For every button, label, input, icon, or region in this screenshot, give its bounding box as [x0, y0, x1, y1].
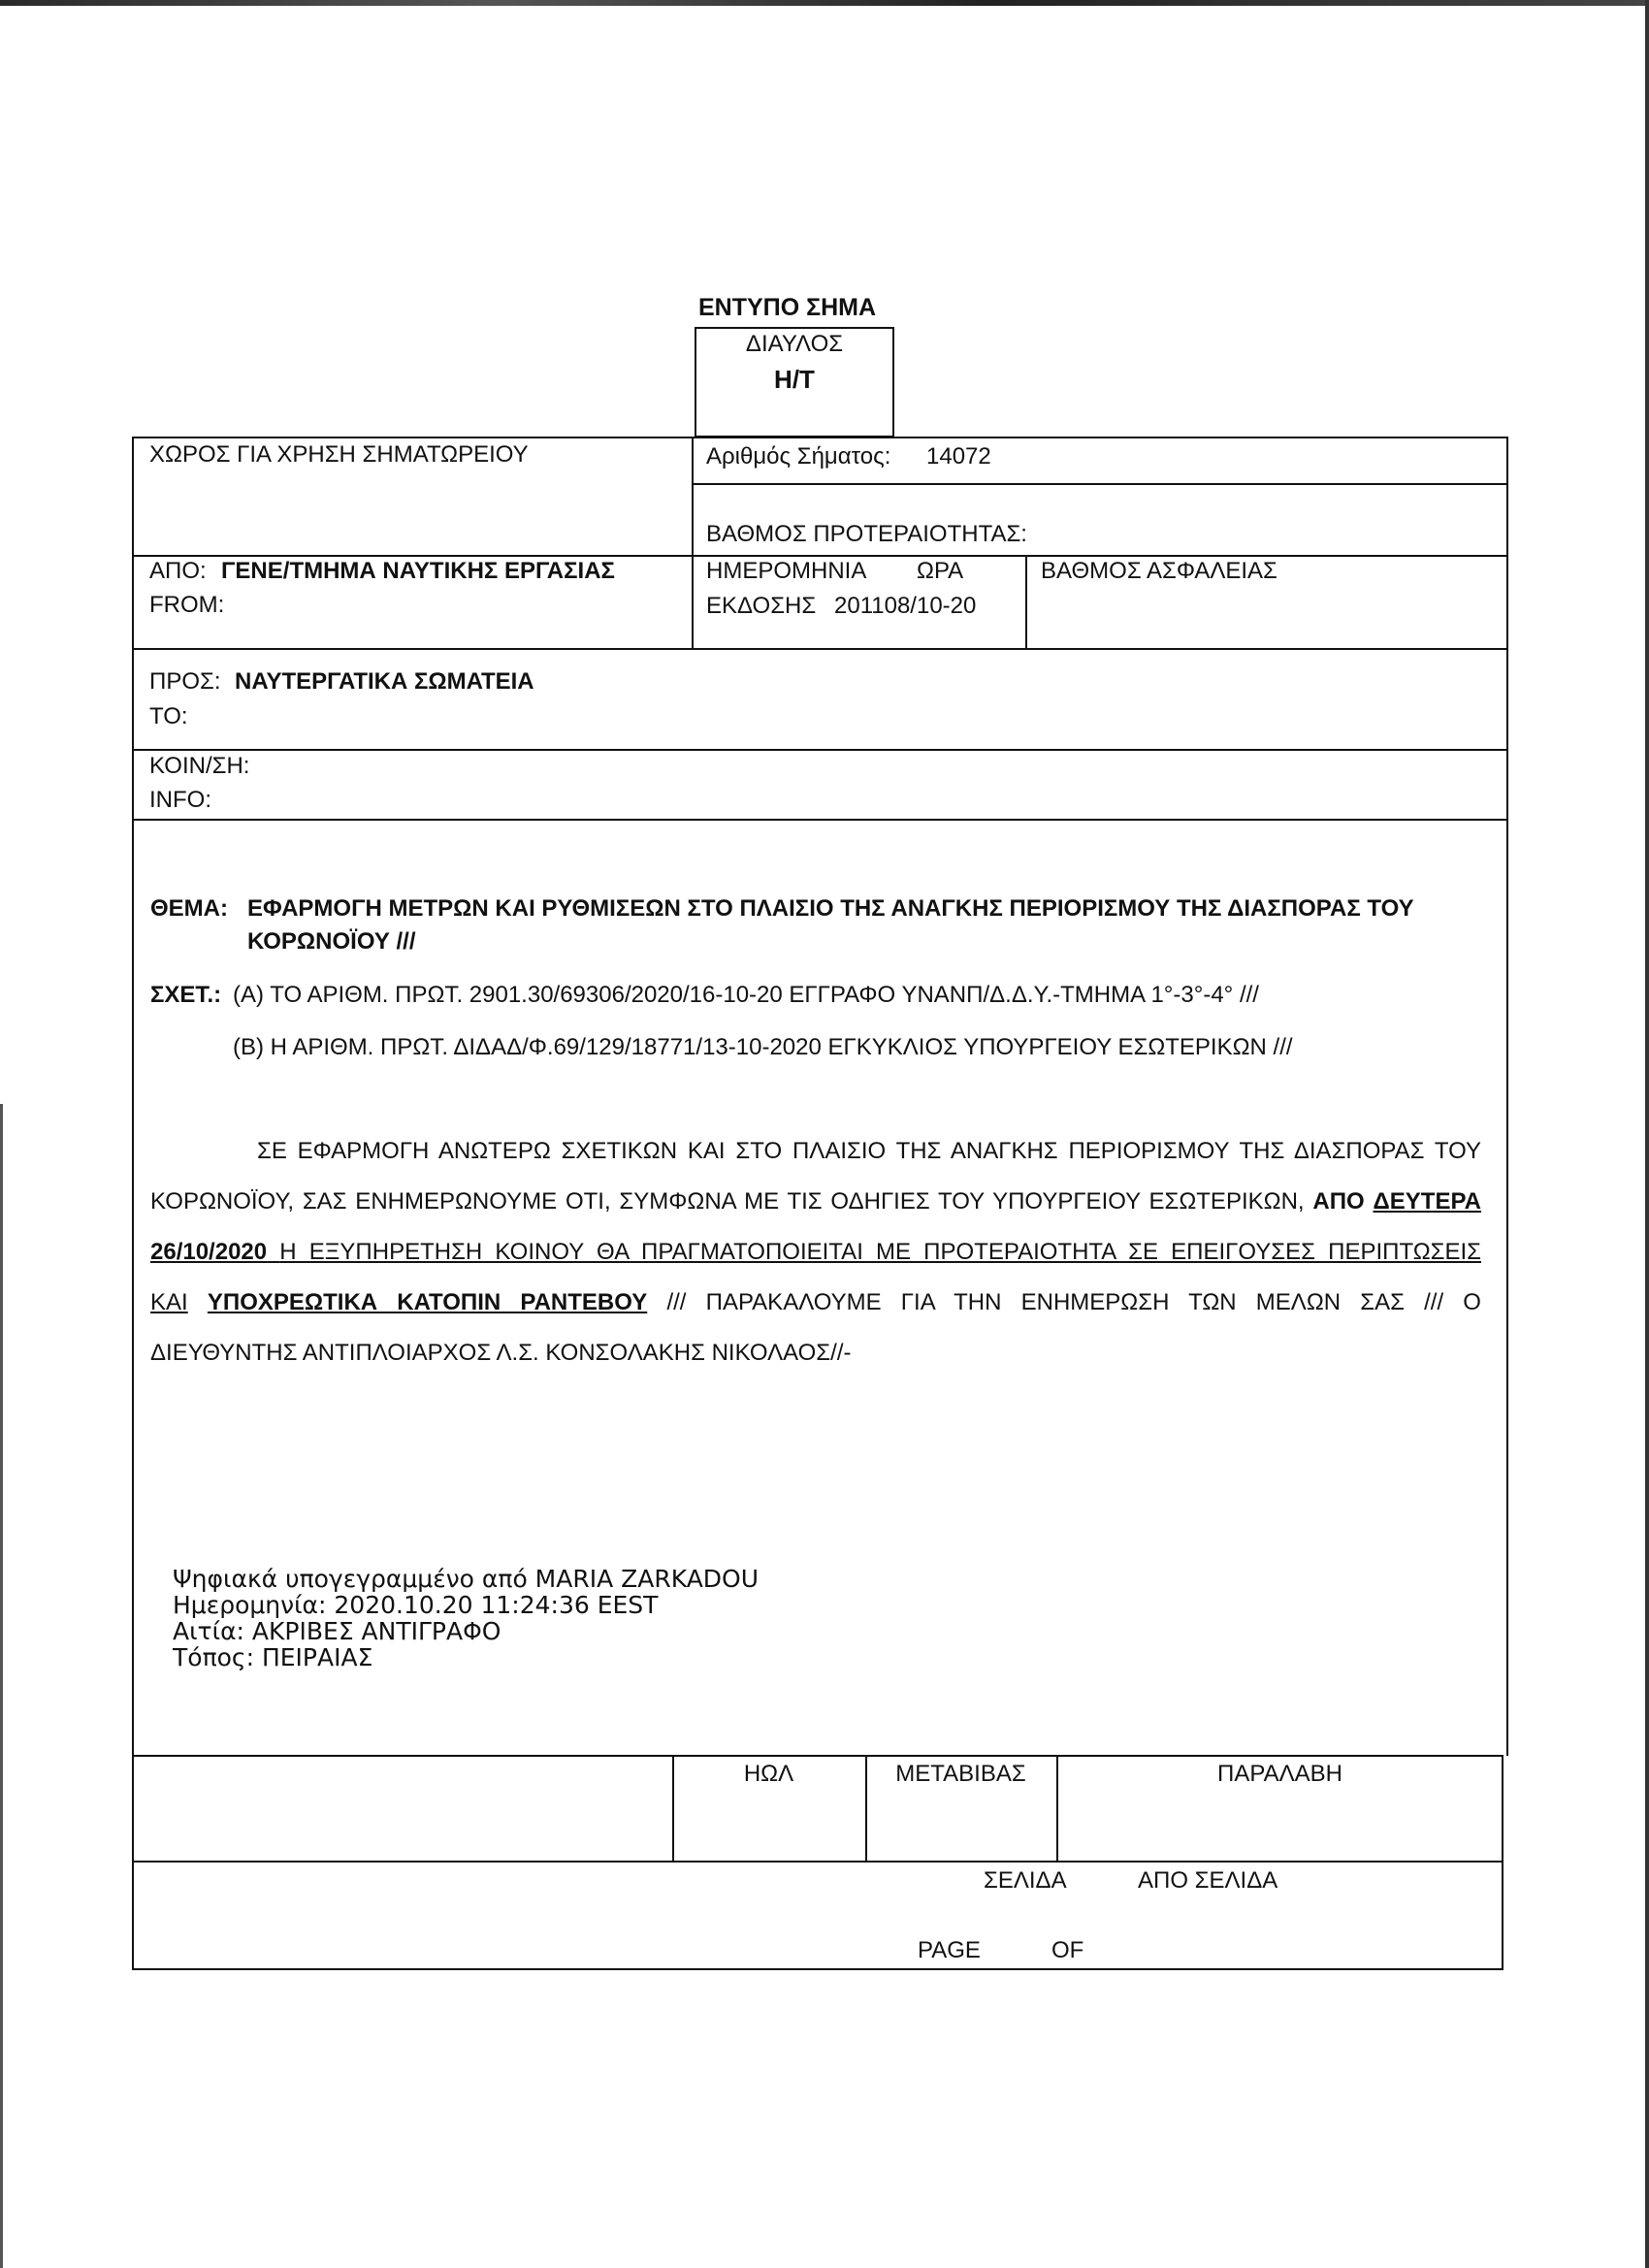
body-line-4-text: /// ΠΑΡΑΚΑΛΟΥΜΕ ΓΙΑ ΤΗΝ ΕΝΗΜΕΡΩΣΗ ΤΩΝ ΜΕΛΩΝ ΣΑΣ /// Ο: [666, 1289, 1481, 1315]
footer-hol-label: ΗΩΛ: [743, 1761, 794, 1787]
scan-edge-right: [1645, 0, 1649, 2268]
body-line-3-text: Η ΕΞΥΠΗΡΕΤΗΣΗ ΚΟΙΝΟΥ ΘΑ ΠΡΑΓΜΑΤΟΠΟΙΕΙΤΑΙ ΜΕ ΠΡΟΤΕΡΑΙΟΤΗΤΑ ΣΕ ΕΠΕΙΓΟΥΣΕΣ ΠΕΡΙΠΤΩΣΕΙΣ: [279, 1239, 1481, 1265]
signature-location: Τόπος: ΠΕΙΡΑΙΑΣ: [173, 1643, 373, 1671]
reference-b: (Β) Η ΑΡΙΘΜ. ΠΡΩΤ. ΔΙΔΑΔ/Φ.69/129/18771/13-10-2020 ΕΓΚΥΚΛΙΟΣ ΥΠΟΥΡΓΕΙΟΥ ΕΣΩΤΕΡΙΚΩΝ ///: [233, 1034, 1293, 1060]
scan-edge-left: [0, 1104, 3, 2268]
time-label: ΩΡΑ: [917, 558, 964, 584]
body-frame-right: [1506, 820, 1508, 1756]
signal-number-value: 14072: [926, 443, 991, 470]
from-value: ΓΕΝΕ/ΤΜΗΜΑ ΝΑΥΤΙΚΗΣ ΕΡΓΑΣΙΑΣ: [221, 558, 615, 584]
signal-room-label: ΧΩΡΟΣ ΓΙΑ ΧΡΗΣΗ ΣΗΜΑΤΩΡΕΙΟΥ: [149, 441, 529, 468]
body-line-2-from: ΑΠΟ: [1312, 1188, 1365, 1215]
body-line-4-appointment: ΥΠΟΧΡΕΩΤΙΚΑ ΚΑΤΟΠΙΝ ΡΑΝΤΕΒΟΥ: [207, 1289, 648, 1315]
header-divider-info: [132, 749, 1508, 751]
security-label: ΒΑΘΜΟΣ ΑΣΦΑΛΕΙΑΣ: [1041, 558, 1277, 584]
body-line-2-monday: ΔΕΥΤΕΡΑ: [1373, 1188, 1482, 1215]
info-label: ΚΟΙΝ/ΣΗ:: [149, 753, 250, 779]
to-value: ΝΑΥΤΕΡΓΑΤΙΚΑ ΣΩΜΑΤΕΙΑ: [235, 668, 534, 695]
header-divider-vertical: [692, 437, 694, 650]
body-line-2-text: ΚΟΡΩΝΟΪΟΥ, ΣΑΣ ΕΝΗΜΕΡΩΝΟΥΜΕ ΟΤΙ, ΣΥΜΦΩΝΑ ΜΕ ΤΙΣ ΟΔΗΓΙΕΣ ΤΟΥ ΥΠΟΥΡΓΕΙΟΥ ΕΣΩΤΕΡΙΚΩΝ,: [150, 1188, 1305, 1215]
subject-line-2: ΚΟΡΩΝΟΪΟΥ ///: [247, 928, 416, 955]
date-label-1: ΗΜΕΡΟΜΗΝΙΑ: [706, 558, 867, 584]
header-divider-date: [1025, 555, 1027, 650]
scan-edge-top: [0, 0, 1649, 6]
from-label-en: FROM:: [149, 592, 225, 618]
body-line-1: ΣΕ ΕΦΑΡΜΟΓΗ ΑΝΩΤΕΡΩ ΣΧΕΤΙΚΩΝ ΚΑΙ ΣΤΟ ΠΛΑΙΣΙΟ ΤΗΣ ΑΝΑΓΚΗΣ ΠΕΡΙΟΡΙΣΜΟΥ ΤΗΣ ΔΙΑΣΠΟΡΑΣ ΤΟΥ: [257, 1138, 1481, 1164]
body-line-2: [150, 1187, 1481, 1216]
body-line-5: ΔΙΕΥΘΥΝΤΗΣ ΑΝΤΙΠΛΟΙΑΡΧΟΣ Λ.Σ. ΚΟΝΣΟΛΑΚΗΣ ΝΙΚΟΛΑΟΣ//-: [150, 1340, 852, 1366]
header-divider-to: [132, 648, 1508, 650]
subject-label: ΘΕΜΑ:: [150, 895, 228, 922]
channel-value: Η/Τ: [774, 365, 815, 394]
footer-page-label-gr: ΣΕΛΙΔΑ: [984, 1867, 1067, 1894]
body-line-3: [150, 1238, 1481, 1267]
channel-label: ΔΙΑΥΛΟΣ: [745, 331, 844, 357]
footer-transmitter-label: ΜΕΤΑΒΙΒΑΣ: [895, 1761, 1026, 1787]
footer-divider: [132, 1861, 1504, 1863]
signature-signed-by: Ψηφιακά υπογεγραμμένο από MARIA ZARKADOU: [173, 1565, 760, 1593]
date-value: 201108/10-20: [834, 593, 977, 619]
signature-reason: Αιτία: ΑΚΡΙΒΕΣ ΑΝΤΙΓΡΑΦΟ: [173, 1617, 501, 1645]
reference-a: (Α) ΤΟ ΑΡΙΘΜ. ΠΡΩΤ. 2901.30/69306/2020/16-10-20 ΕΓΓΡΑΦΟ ΥΝΑΝΠ/Δ.Δ.Υ.-ΤΜΗΜΑ 1°-3°-4° ///: [233, 982, 1259, 1008]
subject-line-1: ΕΦΑΡΜΟΓΗ ΜΕΤΡΩΝ ΚΑΙ ΡΥΘΜΙΣΕΩΝ ΣΤΟ ΠΛΑΙΣΙΟ ΤΗΣ ΑΝΑΓΚΗΣ ΠΕΡΙΟΡΙΣΜΟΥ ΤΗΣ ΔΙΑΣΠΟΡΑΣ ΤΟΥ: [247, 895, 1414, 922]
footer-of-label-en: OF: [1051, 1937, 1084, 1963]
body-line-3-date: 26/10/2020: [150, 1239, 268, 1265]
header-divider-number: [692, 483, 1508, 485]
signal-number-label: Αριθμός Σήματος:: [706, 443, 891, 470]
to-label: ΠΡΟΣ:: [149, 668, 221, 695]
date-label-2: ΕΚΔΟΣΗΣ: [706, 593, 817, 619]
from-label: ΑΠΟ:: [149, 558, 207, 584]
header-grid: [132, 437, 1508, 821]
to-label-en: TO:: [149, 703, 188, 729]
references-label: ΣΧΕΤ.:: [150, 982, 222, 1008]
footer-of-label-gr: ΑΠΟ ΣΕΛΙΔΑ: [1138, 1867, 1278, 1894]
footer-page-label-en: PAGE: [918, 1937, 981, 1963]
priority-label: ΒΑΘΜΟΣ ΠΡΟΤΕΡΑΙΟΤΗΤΑΣ:: [706, 521, 1027, 547]
body-frame-left: [132, 820, 134, 1756]
body-line-4-and: ΚΑΙ: [150, 1289, 188, 1315]
info-label-en: INFO:: [149, 787, 211, 813]
form-title: ΕΝΤΥΠΟ ΣΗΜΑ: [698, 294, 877, 321]
body-line-4: [150, 1288, 1481, 1317]
signature-date: Ημερομηνία: 2020.10.20 11:24:36 EEST: [173, 1591, 659, 1619]
footer-receipt-label: ΠΑΡΑΛΑΒΗ: [1217, 1761, 1342, 1787]
